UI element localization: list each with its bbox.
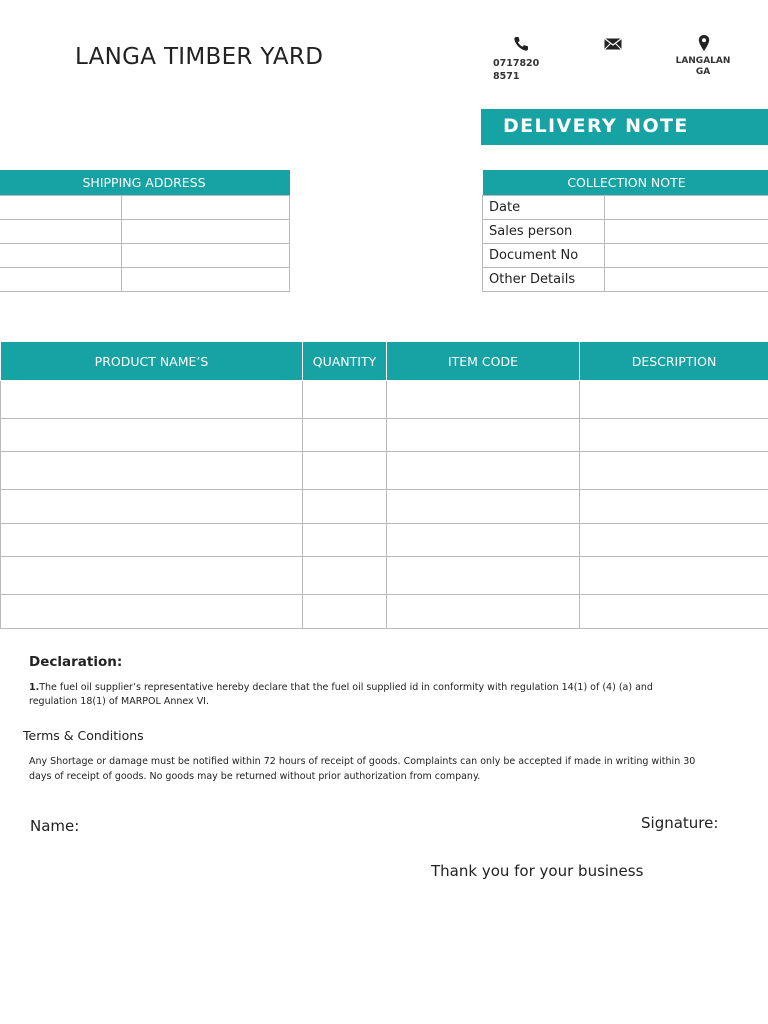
shipping-address-header: SHIPPING ADDRESS [0,170,290,195]
collection-value-sales-person[interactable] [605,219,768,243]
terms-title: Terms & Conditions [23,728,144,743]
product-cell[interactable] [580,419,768,452]
table-row [483,267,768,291]
product-cell[interactable] [303,381,387,419]
product-cell[interactable] [303,524,387,557]
collection-label-date: Date [483,195,605,219]
product-cell[interactable] [580,595,768,629]
table-row [483,219,768,243]
shipping-cell[interactable] [0,243,122,267]
phone-number: 0717820 8571 [493,58,540,82]
product-cell[interactable] [303,452,387,490]
declaration-number: 1. [29,682,40,693]
column-header-item-code: ITEM CODE [387,342,580,381]
product-cell[interactable] [1,381,303,419]
product-cell[interactable] [387,595,580,629]
declaration-title: Declaration: [29,654,123,670]
column-header-product-name: PRODUCT NAME’S [1,342,303,381]
product-cell[interactable] [387,490,580,524]
collection-note-table [482,170,768,292]
shipping-cell[interactable] [0,267,122,291]
collection-value-other-details[interactable] [605,267,768,291]
company-name: LANGA TIMBER YARD [75,44,324,70]
product-cell[interactable] [387,452,580,490]
phone-icon [512,35,532,53]
location-text: LANGALAN GA [675,56,731,77]
table-row [483,243,768,267]
product-cell[interactable] [303,419,387,452]
product-cell[interactable] [580,490,768,524]
terms-text: Any Shortage or damage must be notified within 72 hours of receipt of goods. Complaints can only be accepted if made in writing within 30 days of receipt of goods. No goods may be returned without prior authorization from company. [29,756,696,782]
products-table [0,341,768,629]
shipping-cell[interactable] [122,219,290,243]
collection-label-other-details: Other Details [483,267,605,291]
table-row [483,195,768,219]
product-cell[interactable] [1,595,303,629]
shipping-cell[interactable] [0,195,122,219]
table-row [0,219,290,243]
declaration-text-block [29,681,689,709]
product-cell[interactable] [387,524,580,557]
table-row [1,490,768,524]
product-cell[interactable] [580,524,768,557]
product-cell[interactable] [303,557,387,595]
product-cell[interactable] [1,419,303,452]
table-row [0,267,290,291]
collection-note-header: COLLECTION NOTE [483,170,768,195]
product-cell[interactable] [1,524,303,557]
declaration-text: The fuel oil supplier’s representative hereby declare that the fuel oil supplied id in conformity with regulation 14(1) of (4) (a) and regulation 18(1) of MARPOL Annex VI. [29,682,653,707]
thank-you-message: Thank you for your business [431,862,644,880]
collection-label-sales-person: Sales person [483,219,605,243]
shipping-address-table [0,170,290,292]
product-cell[interactable] [1,490,303,524]
shipping-cell[interactable] [0,219,122,243]
name-label: Name: [30,817,80,835]
collection-label-document-no: Document No [483,243,605,267]
product-cell[interactable] [303,595,387,629]
table-row [1,419,768,452]
table-row [1,557,768,595]
table-row [1,524,768,557]
column-header-description: DESCRIPTION [580,342,768,381]
document-title-banner: DELIVERY NOTE [481,109,768,145]
product-cell[interactable] [1,557,303,595]
product-cell[interactable] [580,381,768,419]
signature-label: Signature: [641,814,719,832]
email-icon [603,35,623,53]
table-row [1,452,768,490]
product-cell[interactable] [1,452,303,490]
table-row [1,595,768,629]
product-cell[interactable] [303,490,387,524]
table-row [0,195,290,219]
collection-value-document-no[interactable] [605,243,768,267]
table-row [1,381,768,419]
table-row [0,243,290,267]
product-cell[interactable] [387,557,580,595]
location-pin-icon [694,34,714,52]
shipping-cell[interactable] [122,267,290,291]
product-cell[interactable] [387,419,580,452]
shipping-cell[interactable] [122,243,290,267]
product-cell[interactable] [387,381,580,419]
collection-value-date[interactable] [605,195,768,219]
product-cell[interactable] [580,557,768,595]
column-header-quantity: QUANTITY [303,342,387,381]
product-cell[interactable] [580,452,768,490]
shipping-cell[interactable] [122,195,290,219]
